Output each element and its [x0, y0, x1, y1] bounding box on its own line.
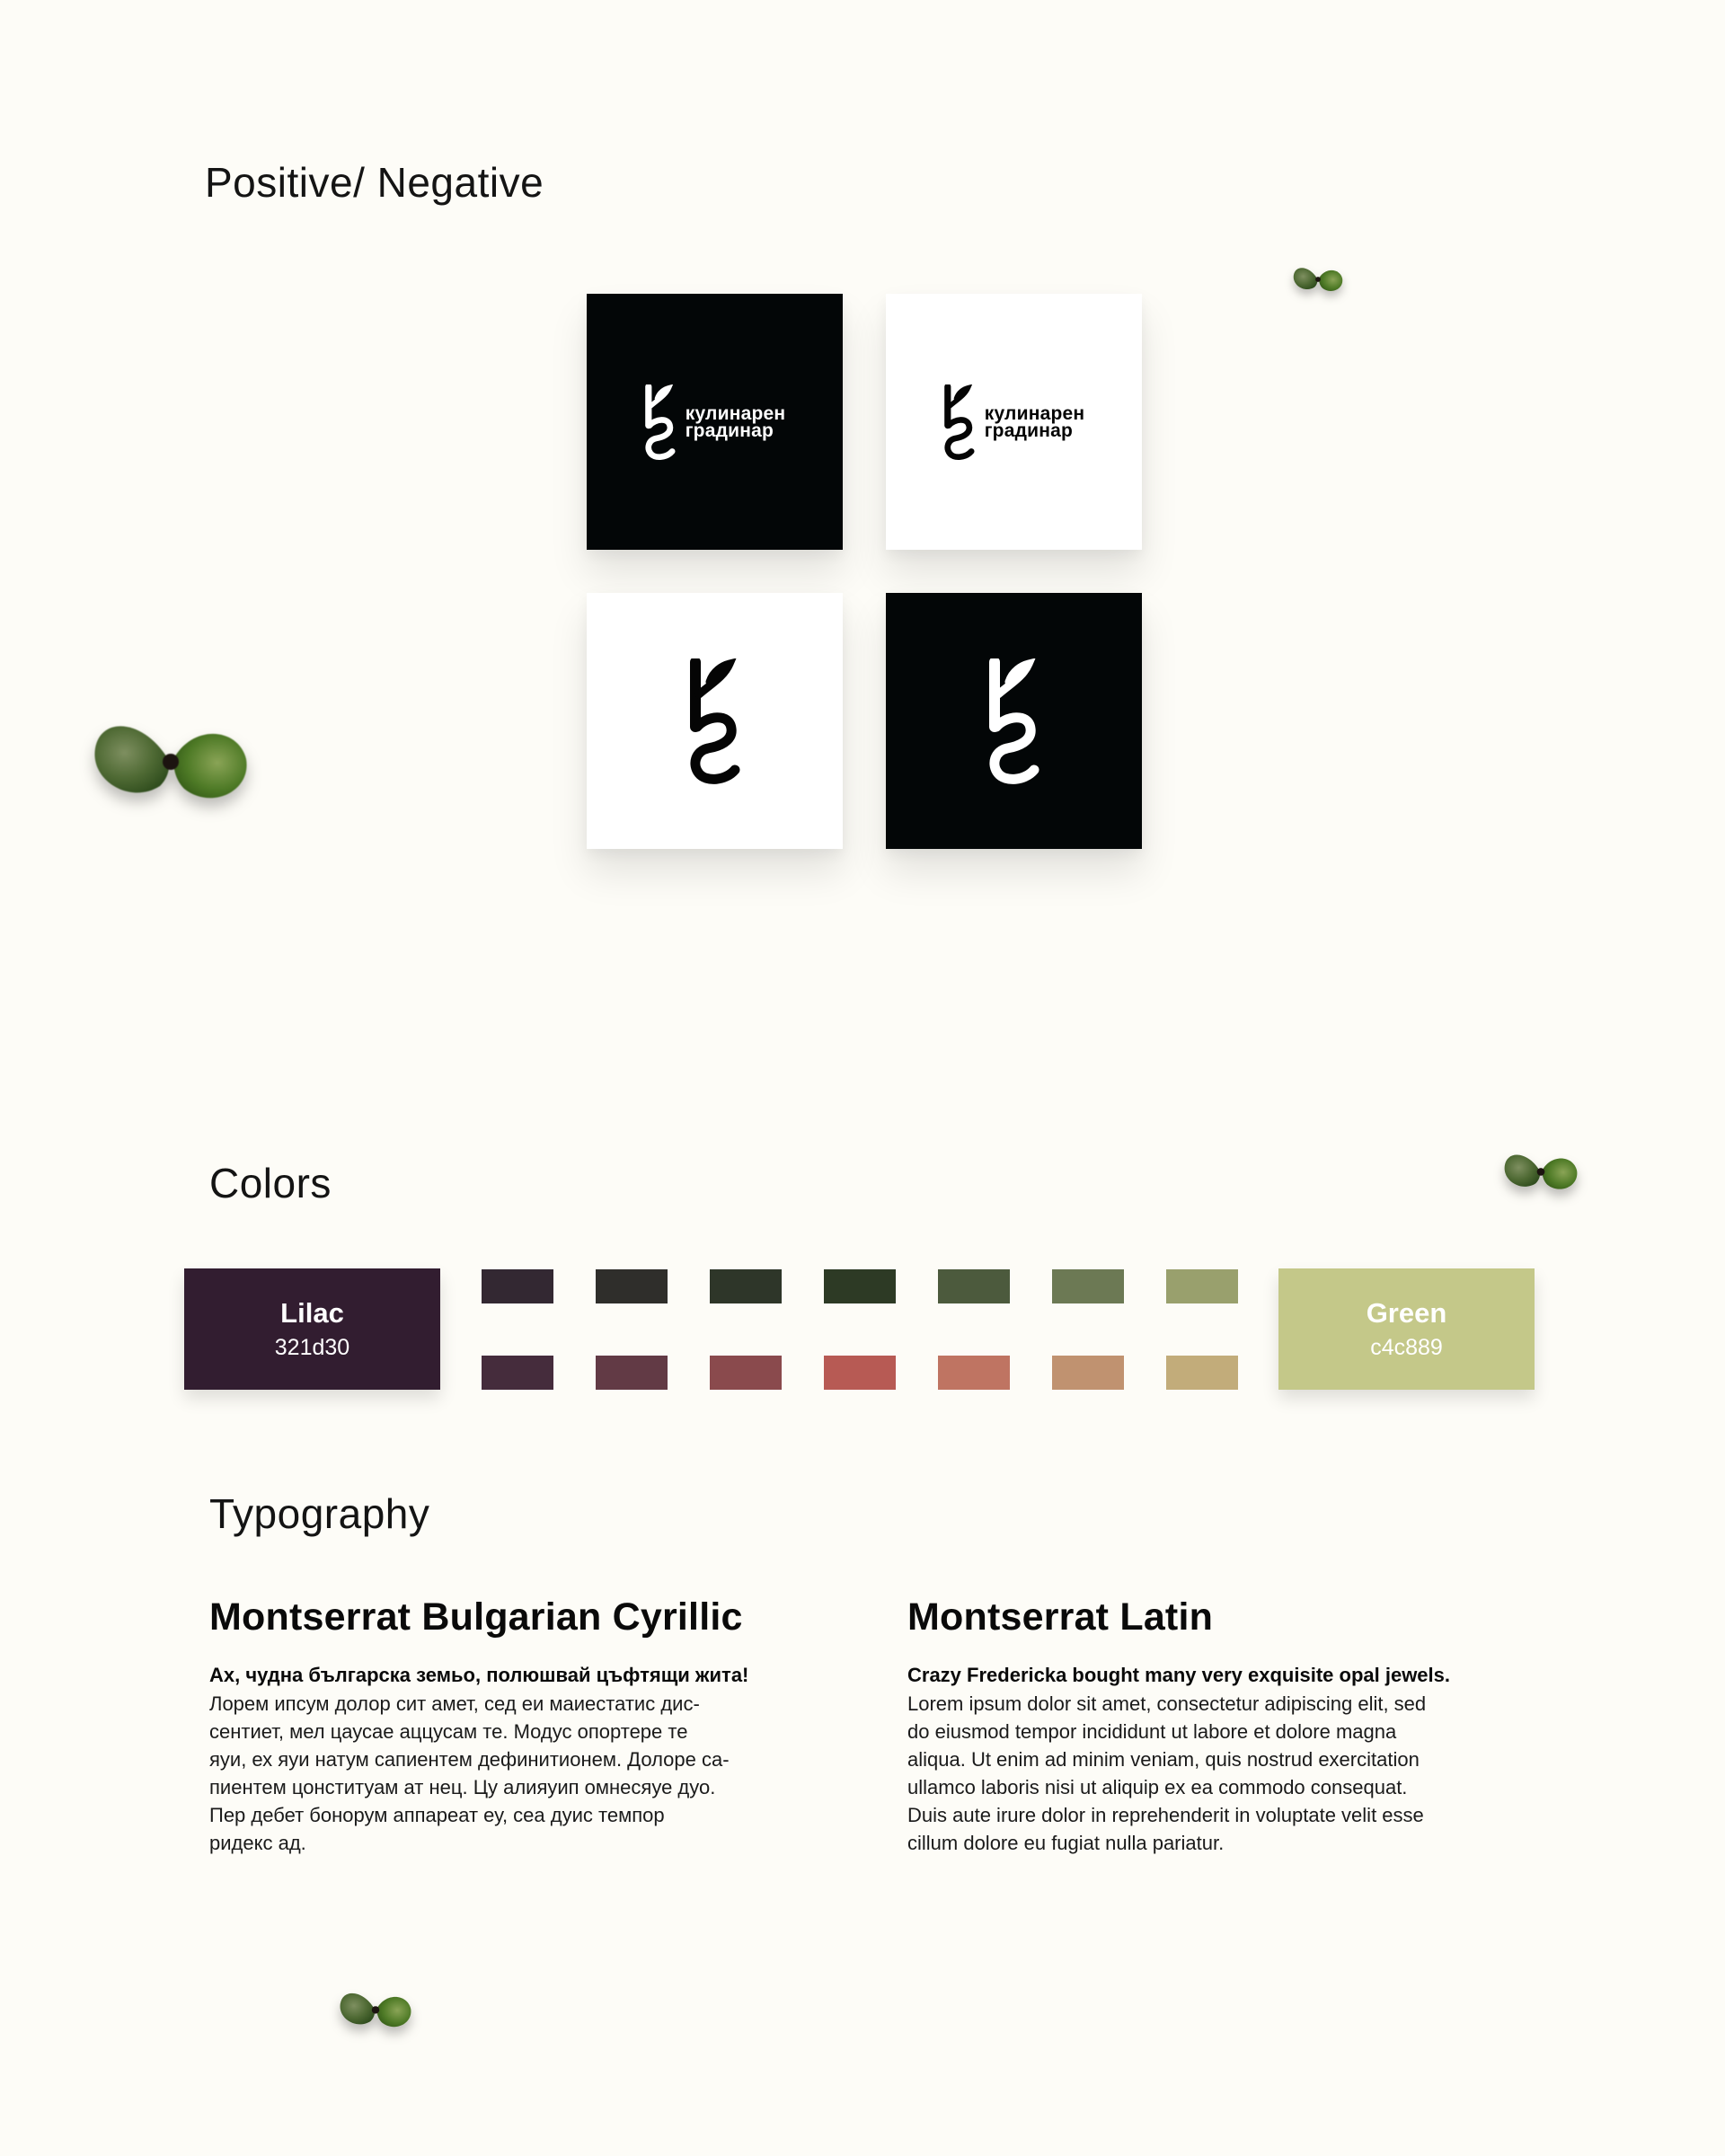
section-title-colors: Colors [209, 1160, 332, 1206]
sample-text-line: пиентем цонституам ат нец. Цу алияуип омнесяуе дуо. [209, 1776, 716, 1798]
sample-text-line: aliqua. Ut enim ad minim veniam, quis nostrud exercitation [907, 1748, 1420, 1771]
logo-tile-light-lockup [886, 294, 1142, 550]
logo-wordmark-line1: кулинарен [984, 402, 1085, 424]
kg-monogram-icon [943, 384, 976, 460]
color-swatch-shade [1052, 1356, 1124, 1390]
sample-text-line: сентиет, мел цаусае аццусам те. Модус опортере те [209, 1720, 688, 1743]
sample-text-latin [907, 1690, 1426, 1857]
color-name: Lilac [280, 1297, 344, 1329]
color-hex: c4c889 [1370, 1335, 1443, 1360]
pangram-cyrillic: Ах, чудна българска земьо, полюшвай цъфтящи жита! [209, 1664, 749, 1686]
color-swatch-tint [710, 1269, 782, 1303]
color-swatch-tint [482, 1269, 553, 1303]
color-swatch-tint [596, 1269, 668, 1303]
sample-text-line: Duis aute irure dolor in reprehenderit in voluptate velit esse [907, 1804, 1424, 1826]
sample-text-line: Lorem ipsum dolor sit amet, consectetur adipiscing elit, sed [907, 1692, 1427, 1715]
logo-wordmark-line2: градинар [685, 420, 774, 441]
sample-text-line: do eiusmod tempor incididunt ut labore et dolore magna [907, 1720, 1397, 1743]
color-swatch-lilac [184, 1268, 440, 1390]
color-swatch-tint [1052, 1269, 1124, 1303]
color-swatch-tint [824, 1269, 896, 1303]
color-swatch-shade [710, 1356, 782, 1390]
color-swatch-tint [1166, 1269, 1238, 1303]
kg-monogram-icon [987, 658, 1041, 784]
color-swatch-shade [1166, 1356, 1238, 1390]
sample-text-line: Лорем ипсум долор сит амет, сед еи маиестатис дис- [209, 1692, 700, 1715]
color-swatch-tint [938, 1269, 1010, 1303]
logo-tile-light-monogram [587, 593, 843, 849]
pangram-latin: Crazy Fredericka bought many very exquisite opal jewels. [907, 1664, 1451, 1686]
color-swatch-shade [482, 1356, 553, 1390]
sample-text-cyrillic [209, 1690, 730, 1857]
sprout-leaf-icon [1502, 1144, 1579, 1197]
logo-wordmark-line1: кулинарен [685, 402, 786, 424]
section-title-typography: Typography [209, 1490, 430, 1537]
logo-wordmark [984, 402, 1085, 441]
logo-lockup [943, 384, 1085, 460]
sample-text-line: ридекс ад. [209, 1832, 306, 1854]
color-swatch-green [1278, 1268, 1535, 1390]
sample-text-line: cillum dolore eu fugiat nulla pariatur. [907, 1832, 1225, 1854]
sample-text-line: яуи, ех яуи натум сапиентем дефинитионем. Долоре са- [209, 1748, 730, 1771]
sprout-leaf-icon [338, 1981, 413, 2037]
section-title-positive-negative: Positive/ Negative [205, 159, 544, 206]
logo-lockup [644, 384, 786, 460]
sprout-leaf-icon [1292, 259, 1344, 298]
logo-tile-dark-lockup [587, 294, 843, 550]
typeface-heading-cyrillic: Montserrat Bulgarian Cyrillic [209, 1595, 743, 1639]
color-swatch-shade [938, 1356, 1010, 1390]
kg-monogram-icon [688, 658, 742, 784]
logo-tile-dark-monogram [886, 593, 1142, 849]
color-hex: 321d30 [274, 1335, 350, 1360]
color-swatch-shade [596, 1356, 668, 1390]
sample-text-line: ullamco laboris nisi ut aliquip ex ea commodo consequat. [907, 1776, 1408, 1798]
typeface-heading-latin: Montserrat Latin [907, 1595, 1214, 1639]
sample-text-line: Пер дебет бонорум аппареат еу, сеа дуис темпор [209, 1804, 665, 1826]
sprout-leaf-icon [90, 705, 252, 813]
color-swatch-shade [824, 1356, 896, 1390]
logo-wordmark [685, 402, 786, 441]
logo-wordmark-line2: градинар [984, 420, 1074, 441]
kg-monogram-icon [644, 384, 677, 460]
color-name: Green [1366, 1297, 1447, 1329]
